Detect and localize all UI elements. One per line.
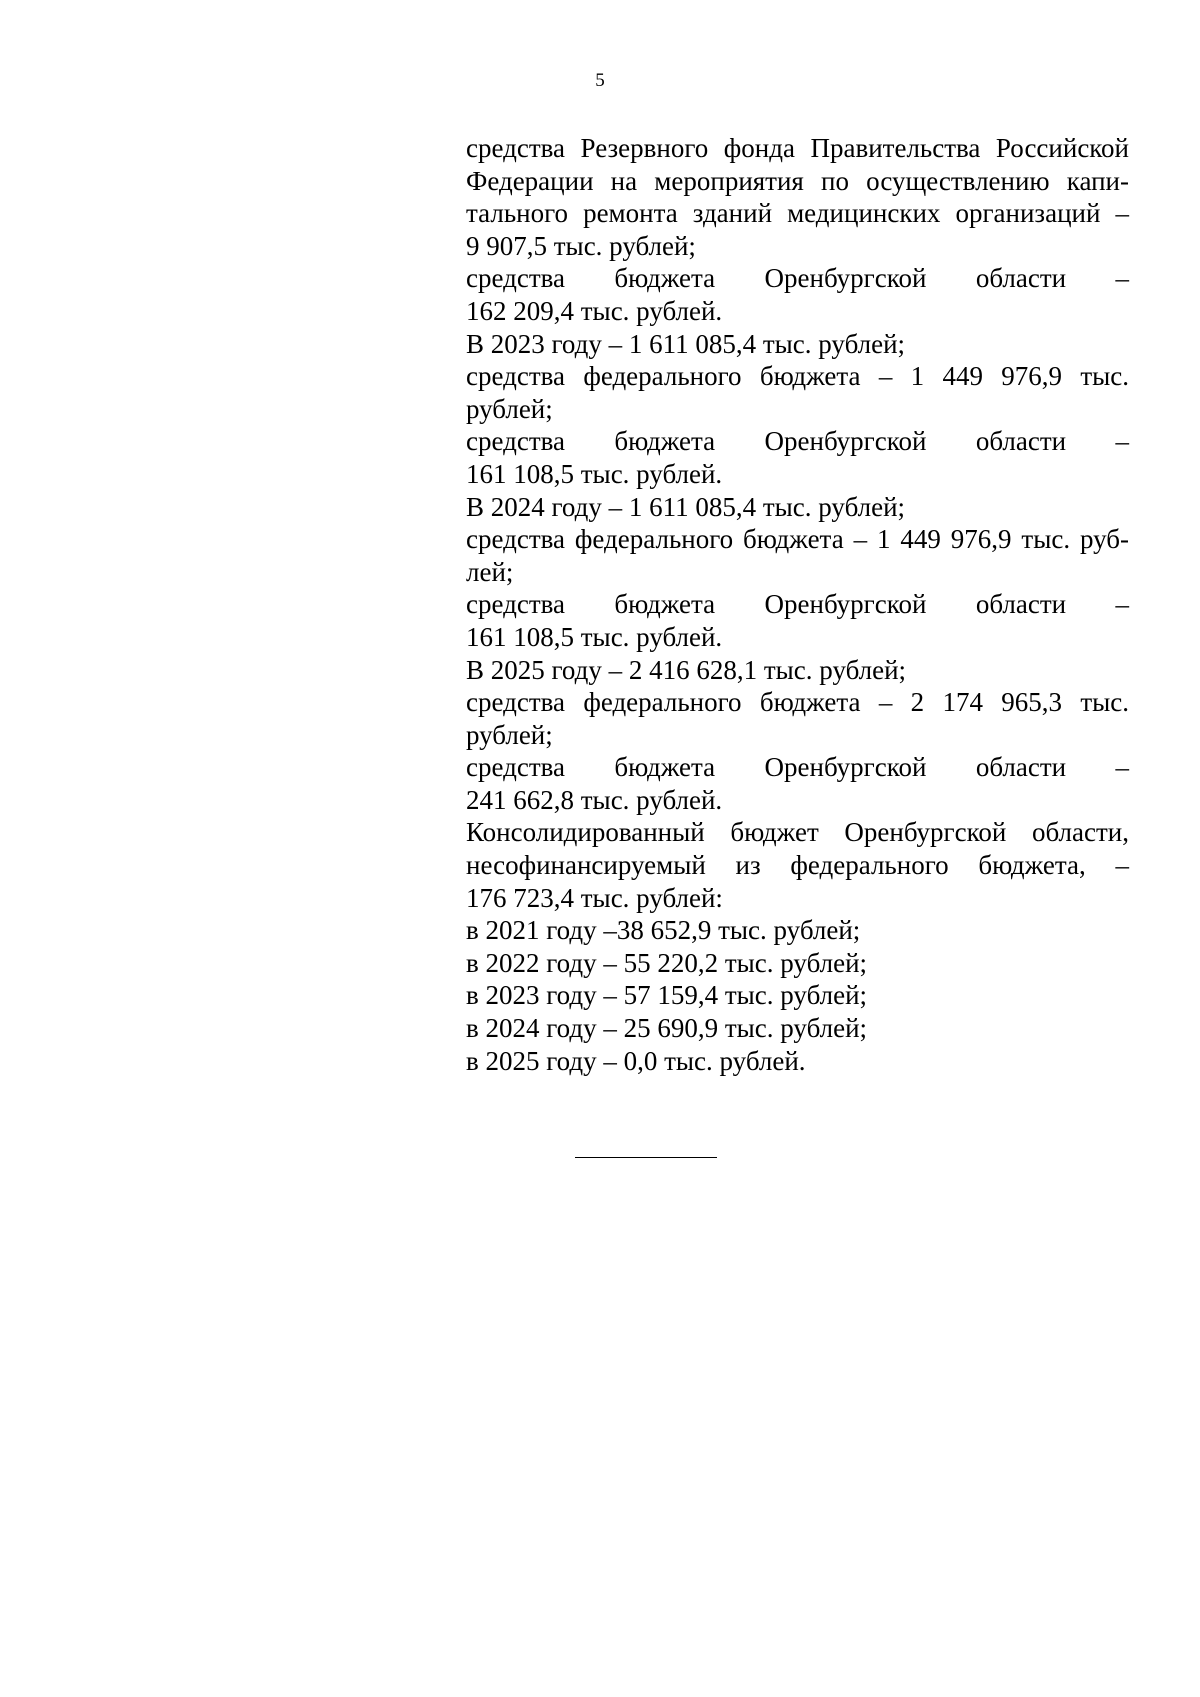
document-line: тального ремонта зданий медицинских организаций – <box>466 198 1129 229</box>
document-line: в 2025 году – 0,0 тыс. рублей. <box>466 1045 806 1076</box>
document-line: В 2024 году – 1 611 085,4 тыс. рублей; <box>466 491 906 522</box>
document-line: рублей; <box>466 393 553 424</box>
document-line: В 2025 году – 2 416 628,1 тыс. рублей; <box>466 654 907 685</box>
document-line: средства федерального бюджета – 2 174 965,3 тыс. <box>466 687 1129 718</box>
document-line: 161 108,5 тыс. рублей. <box>466 458 723 489</box>
document-line: средства Резервного фонда Правительства Российской <box>466 133 1129 163</box>
page-number: 5 <box>595 70 605 91</box>
document-line: в 2023 году – 57 159,4 тыс. рублей; <box>466 980 868 1011</box>
document-line: 176 723,4 тыс. рублей: <box>466 882 723 913</box>
document-line: Консолидированный бюджет Оренбургской области, <box>466 817 1129 848</box>
document-line: средства федерального бюджета – 1 449 976,9 тыс. <box>466 361 1129 392</box>
document-line: 9 907,5 тыс. рублей; <box>466 230 696 261</box>
document-line: в 2022 году – 55 220,2 тыс. рублей; <box>466 947 868 978</box>
document-line: 161 108,5 тыс. рублей. <box>466 621 723 652</box>
document-line: 241 662,8 тыс. рублей. <box>466 784 723 815</box>
document-line: в 2024 году – 25 690,9 тыс. рублей; <box>466 1013 868 1044</box>
end-separator-line <box>575 1157 717 1158</box>
document-line: 162 209,4 тыс. рублей. <box>466 295 723 326</box>
document-line: лей; <box>466 556 514 587</box>
document-line: средства федерального бюджета – 1 449 976,9 тыс. руб- <box>466 524 1129 555</box>
document-line: В 2023 году – 1 611 085,4 тыс. рублей; <box>466 328 906 359</box>
document-line: средства бюджета Оренбургской области – <box>466 426 1129 457</box>
document-body <box>466 132 1129 1077</box>
document-line: Федерации на мероприятия по осуществлению капи- <box>466 165 1129 196</box>
document-line: несофинансируемый из федерального бюджета, – <box>466 850 1129 881</box>
document-line: средства бюджета Оренбургской области – <box>466 263 1129 294</box>
document-line: рублей; <box>466 719 553 750</box>
document-line: в 2021 году –38 652,9 тыс. рублей; <box>466 915 861 946</box>
document-line: средства бюджета Оренбургской области – <box>466 752 1129 783</box>
document-line: средства бюджета Оренбургской области – <box>466 589 1129 620</box>
